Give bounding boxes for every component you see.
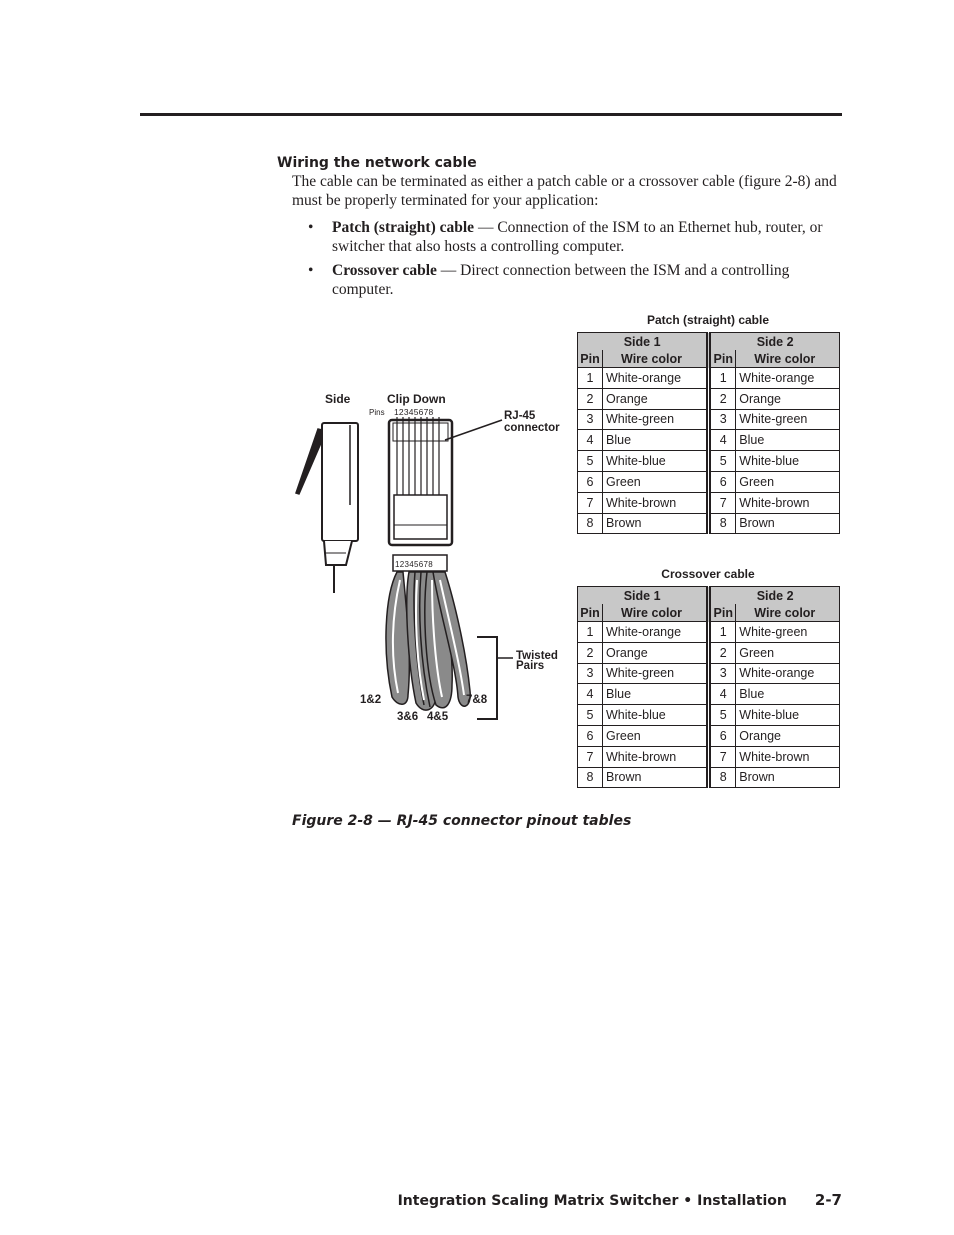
pin-cell: 1 [578, 368, 603, 389]
wire-color-cell: Blue [603, 430, 709, 451]
twisted-label-line2: Pairs [516, 660, 545, 672]
side-label: Side [325, 392, 351, 406]
table-row [578, 642, 840, 663]
wire-color-cell: Green [603, 471, 709, 492]
footer-title: Integration Scaling Matrix Switcher • Installation [397, 1193, 787, 1209]
bullet-text: — Direct connection between the ISM and a controlling computer. [332, 262, 790, 298]
side2-header: Side 2 [709, 333, 840, 351]
table-row [578, 684, 840, 705]
bullet-item-patch [292, 219, 842, 256]
pin-cell: 6 [709, 471, 736, 492]
side1-header: Side 1 [578, 333, 709, 351]
wire-color-header: Wire color [736, 350, 840, 368]
pin-cell: 7 [709, 746, 736, 767]
pin-cell: 6 [578, 471, 603, 492]
wire-color-cell: Orange [603, 642, 709, 663]
pin-cell: 3 [709, 409, 736, 430]
pin-cell: 7 [578, 746, 603, 767]
wire-color-cell: White-brown [603, 746, 709, 767]
header-rule [140, 113, 842, 116]
pin-cell: 4 [709, 684, 736, 705]
pin-cell: 4 [578, 430, 603, 451]
page-footer [398, 1191, 842, 1209]
intro-paragraph: The cable can be terminated as either a patch cable or a crossover cable (figure 2-8) and must be properly terminated for your application: [292, 173, 837, 209]
side1-header: Side 1 [578, 587, 709, 605]
wire-color-cell: White-brown [736, 746, 840, 767]
pin-cell: 3 [578, 409, 603, 430]
wire-color-cell: White-orange [736, 368, 840, 389]
pin-cell: 5 [709, 705, 736, 726]
pin-cell: 8 [709, 767, 736, 788]
wire-color-cell: White-blue [603, 451, 709, 472]
connector-label-line1: RJ-45 [504, 410, 536, 422]
bullet-item-crossover [292, 262, 842, 299]
wire-color-cell: Orange [736, 388, 840, 409]
wire-color-cell: White-blue [603, 705, 709, 726]
table-row [578, 492, 840, 513]
patch-cable-table [577, 332, 840, 534]
crossover-cable-table [577, 586, 840, 788]
bullet-text: — Connection of the ISM to an Ethernet hub, router, or switcher that also hosts a controlling computer. [332, 219, 823, 255]
wire-color-cell: White-blue [736, 705, 840, 726]
bullet-term: Patch (straight) cable [332, 219, 475, 236]
pin-cell: 6 [578, 725, 603, 746]
pins-numbers: 12345678 [394, 407, 434, 417]
wire-color-cell: Orange [736, 725, 840, 746]
wire-color-cell: Blue [603, 684, 709, 705]
wire-color-cell: White-green [603, 409, 709, 430]
figure-caption: Figure 2-8 — RJ-45 connector pinout tables [292, 813, 632, 829]
table-row [578, 513, 840, 534]
clip-down-label: Clip Down [387, 392, 446, 406]
wire-color-header: Wire color [603, 604, 709, 622]
table-row [578, 767, 840, 788]
pin-cell: 2 [709, 388, 736, 409]
wire-color-cell: Brown [603, 513, 709, 534]
pair-7-8-label: 7&8 [466, 694, 488, 706]
wire-color-cell: Green [736, 642, 840, 663]
pin-cell: 8 [578, 767, 603, 788]
plug-front-view [389, 417, 452, 545]
pin-cell: 8 [578, 513, 603, 534]
pin-cell: 2 [578, 388, 603, 409]
side2-header: Side 2 [709, 587, 840, 605]
section-heading: Wiring the network cable [277, 155, 477, 171]
pin-cell: 3 [578, 663, 603, 684]
table-row [578, 471, 840, 492]
bullet-term: Crossover cable [332, 262, 437, 279]
pin-cell: 1 [709, 622, 736, 643]
wire-color-cell: Green [736, 471, 840, 492]
wire-color-cell: White-blue [736, 451, 840, 472]
wire-color-cell: White-brown [736, 492, 840, 513]
wire-color-cell: Brown [736, 513, 840, 534]
rj45-connector-diagram [290, 385, 580, 730]
wire-color-cell: White-green [736, 409, 840, 430]
pin-header: Pin [709, 350, 736, 368]
bullet-symbol: • [308, 219, 314, 236]
wire-color-cell: Brown [736, 767, 840, 788]
wire-color-cell: White-brown [603, 492, 709, 513]
table-row [578, 725, 840, 746]
pin-header: Pin [578, 604, 603, 622]
pin-cell: 5 [709, 451, 736, 472]
wire-color-header: Wire color [736, 604, 840, 622]
twisted-pairs-drawing [386, 572, 470, 710]
pin-cell: 7 [709, 492, 736, 513]
table-row [578, 663, 840, 684]
wire-color-cell: White-orange [603, 622, 709, 643]
pair-1-2-label: 1&2 [360, 694, 382, 706]
pin-cell: 8 [709, 513, 736, 534]
wire-color-cell: Blue [736, 430, 840, 451]
pin-cell: 1 [578, 622, 603, 643]
wire-color-cell: Brown [603, 767, 709, 788]
connector-label-line2: connector [504, 422, 560, 434]
wire-color-cell: White-green [736, 622, 840, 643]
pin-header: Pin [709, 604, 736, 622]
pin-cell: 4 [709, 430, 736, 451]
connector-pointer [445, 420, 502, 440]
table-row [578, 451, 840, 472]
wire-color-cell: White-green [603, 663, 709, 684]
table-row [578, 705, 840, 726]
patch-table-title: Patch (straight) cable [646, 313, 770, 327]
pin-header: Pin [578, 350, 603, 368]
twisted-pairs-bracket [477, 637, 497, 719]
pin-cell: 4 [578, 684, 603, 705]
wire-color-cell: White-orange [736, 663, 840, 684]
table-row [578, 388, 840, 409]
pin-cell: 6 [709, 725, 736, 746]
table-row [578, 430, 840, 451]
table-row [578, 746, 840, 767]
pins-label: Pins [369, 408, 385, 417]
table-row [578, 409, 840, 430]
pin-cell: 2 [578, 642, 603, 663]
pin-cell: 2 [709, 642, 736, 663]
pin-cell: 5 [578, 705, 603, 726]
wire-color-header: Wire color [603, 350, 709, 368]
wire-color-cell: Blue [736, 684, 840, 705]
pin-cell: 3 [709, 663, 736, 684]
wire-color-cell: Orange [603, 388, 709, 409]
table-row [578, 368, 840, 389]
lower-pins-numbers: 12345678 [395, 560, 433, 569]
plug-side-view [296, 423, 358, 593]
wire-color-cell: White-orange [603, 368, 709, 389]
pair-3-6-label: 3&6 [397, 711, 419, 723]
pair-4-5-label: 4&5 [427, 711, 449, 723]
pin-cell: 1 [709, 368, 736, 389]
pin-cell: 7 [578, 492, 603, 513]
bullet-symbol: • [308, 262, 314, 279]
bullet-list [292, 219, 842, 305]
table-row [578, 622, 840, 643]
crossover-table-title: Crossover cable [661, 567, 755, 581]
pin-cell: 5 [578, 451, 603, 472]
page-number: 2-7 [814, 1191, 842, 1209]
twisted-label-line1: Twisted [516, 650, 558, 662]
wire-color-cell: Green [603, 725, 709, 746]
